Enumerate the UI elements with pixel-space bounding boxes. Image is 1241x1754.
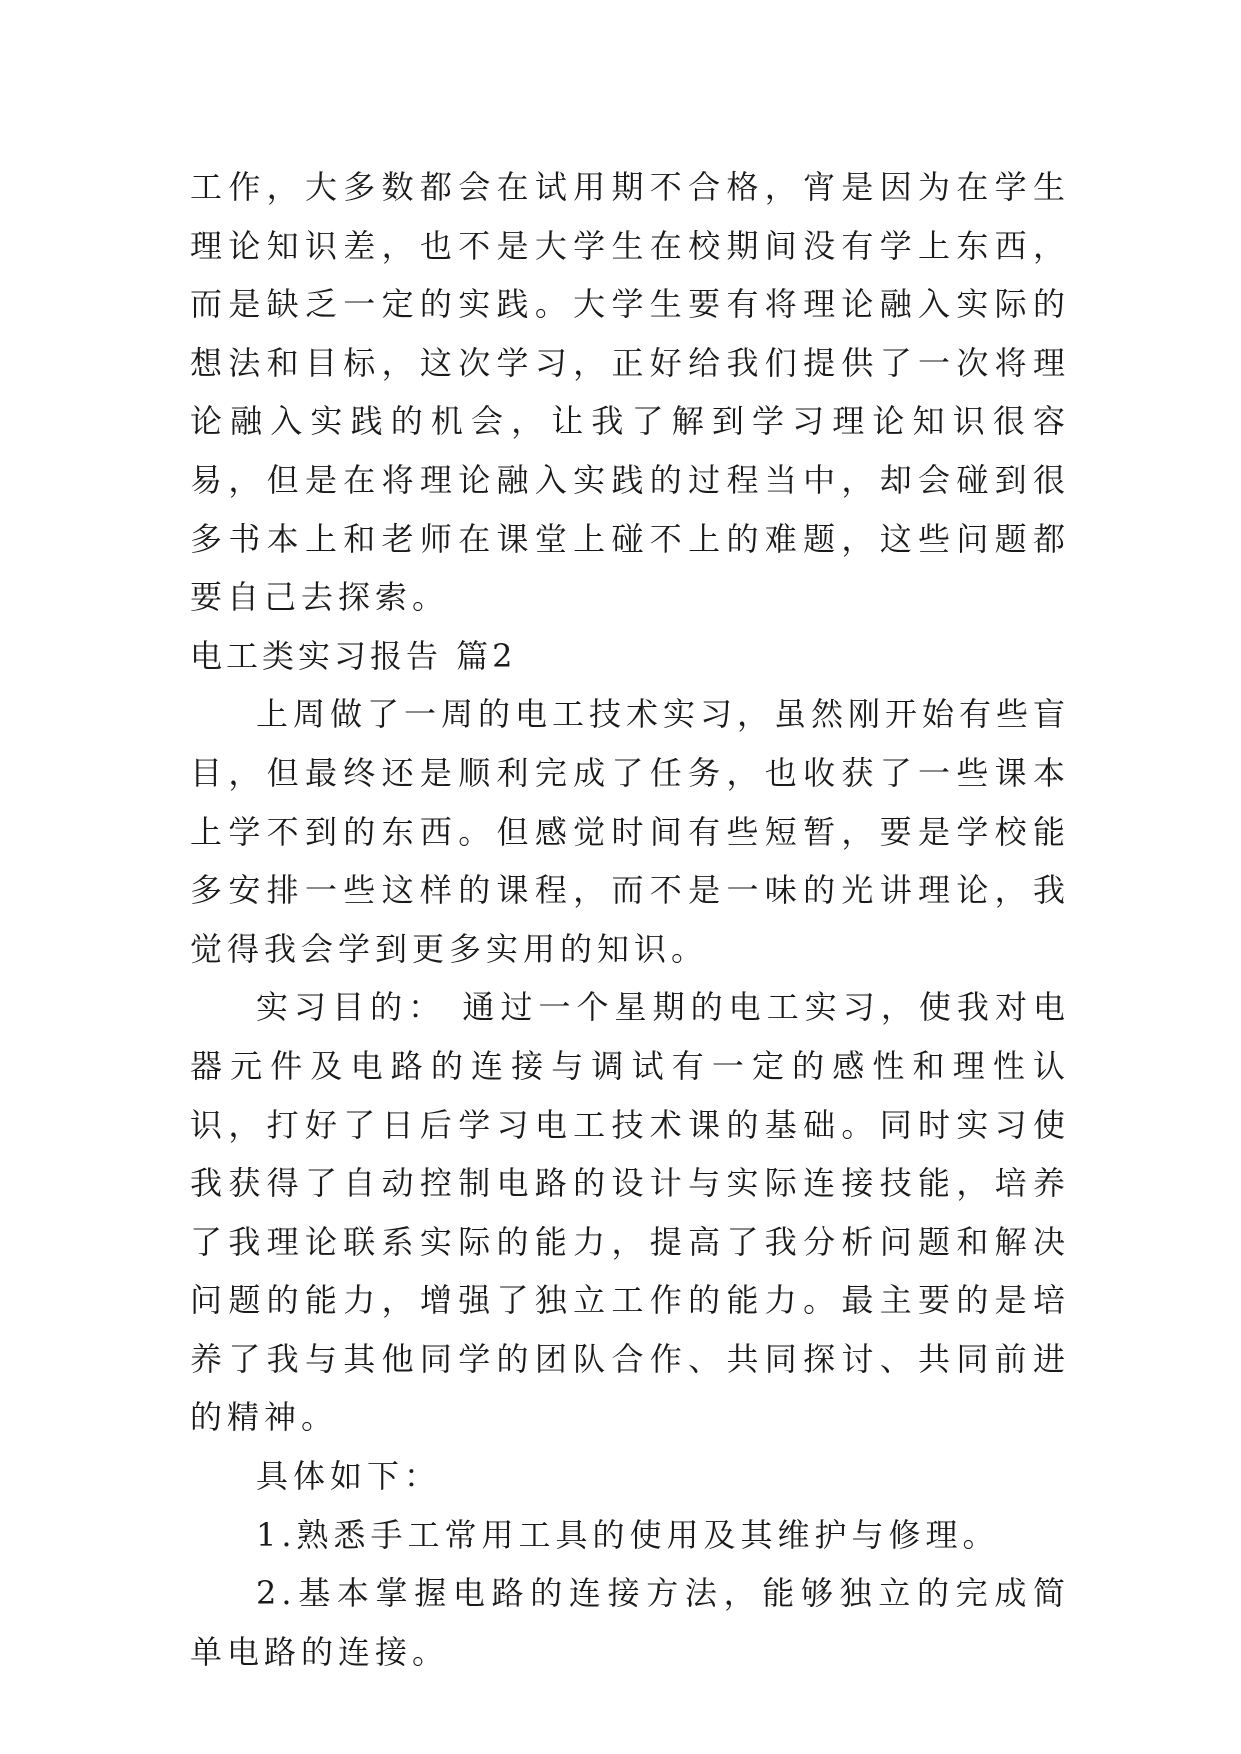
document-body: [190, 158, 1070, 1681]
paragraph-intro: 上周做了一周的电工技术实习，虽然刚开始有些盲目，但最终还是顺利完成了任务，也收获了一些课本上学不到的东西。但感觉时间有些短暂，要是学校能多安排一些这样的课程，而不是一味的光讲理论，我觉得我会学到更多实用的知识。: [190, 695, 1071, 968]
list-item-2: 2.基本掌握电路的连接方法，能够独立的完成简单电路的连接。: [190, 1574, 1070, 1671]
paragraph-details-label: 具体如下：: [256, 1457, 442, 1496]
paragraph-purpose: 实习目的： 通过一个星期的电工实习，使我对电器元件及电路的连接与调试有一定的感性和理性认识，打好了日后学习电工技术课的基础。同时实习使我获得了自动控制电路的设计与实际连接技能，培养了我理论联系实际的能力，提高了我分析问题和解决问题的能力，增强了独立工作的能力。最主要的是培养了我与其他同学的团队合作、共同探讨、共同前进的精神。: [190, 988, 1070, 1437]
paragraph-continued: 工作，大多数都会在试用期不合格，宵是因为在学生理论知识差，也不是大学生在校期间没有学上东西，而是缺乏一定的实践。大学生要有将理论融入实际的想法和目标，这次学习，正好给我们提供了一次将理论融入实践的机会，让我了解到学习理论知识很容易，但是在将理论融入实践的过程当中，却会碰到很多书本上和老师在课堂上碰不上的难题，这些问题都要自己去探索。: [190, 168, 1070, 617]
section-title: 电工类实习报告 篇2: [190, 636, 517, 675]
list-item-1: 1.熟悉手工常用工具的使用及其维护与修理。: [256, 1515, 1000, 1554]
